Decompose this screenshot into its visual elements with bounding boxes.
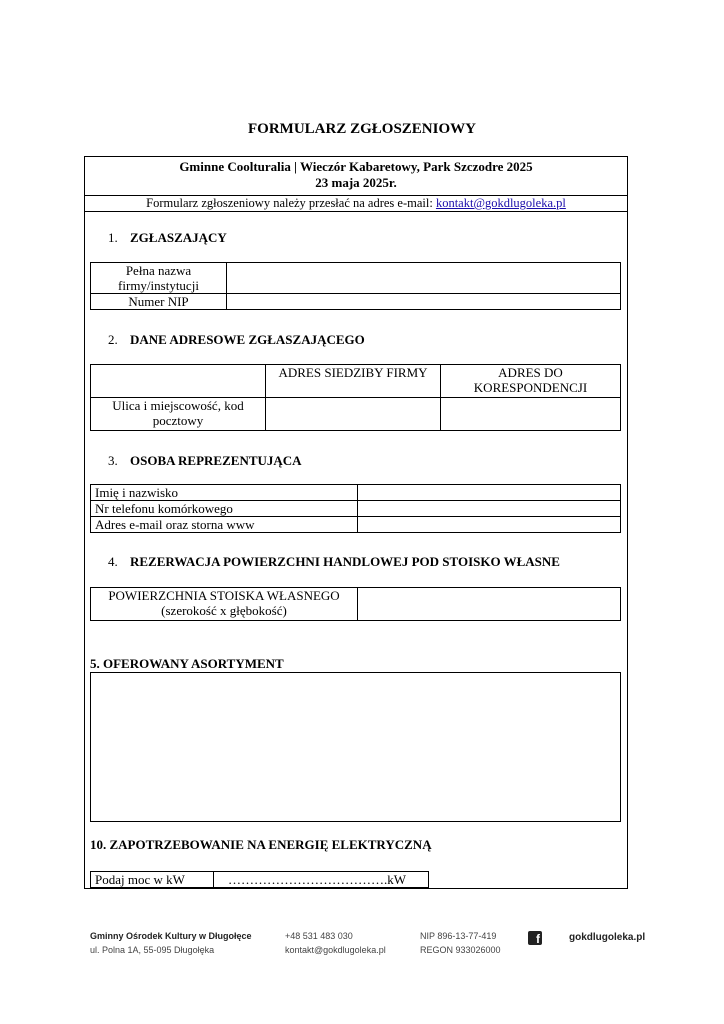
section-10-title: 10. ZAPOTRZEBOWANIE NA ENERGIĘ ELEKTRYCZNĄ	[90, 837, 432, 852]
org-nip: NIP 896-13-77-419	[420, 931, 497, 941]
event-name: Gminne Coolturalia | Wieczór Kabaretowy, Park Szczodre 2025	[179, 159, 533, 174]
org-name: Gminny Ośrodek Kultury w Długołęce	[90, 931, 252, 941]
address-table-corner	[91, 365, 266, 398]
company-name-label: Pełna nazwa firmy/instytucji	[91, 263, 227, 294]
org-regon: REGON 933026000	[420, 945, 501, 955]
send-info	[84, 196, 628, 212]
nip-field[interactable]	[227, 294, 621, 310]
table-row	[91, 517, 621, 533]
section-3-heading: 3. OSOBA REPREZENTUJĄCA	[108, 453, 302, 468]
email-www-label: Adres e-mail oraz storna www	[91, 517, 358, 533]
section-2-title: DANE ADRESOWE ZGŁASZAJĄCEGO	[130, 332, 365, 347]
form-title: FORMULARZ ZGŁOSZENIOWY	[248, 121, 476, 137]
section-5-title: 5. OFEROWANY ASORTYMENT	[90, 656, 284, 671]
table-row	[91, 588, 621, 621]
stand-table	[90, 587, 621, 621]
address-table	[90, 364, 621, 431]
power-label: Podaj moc w kW	[91, 872, 214, 888]
send-info-text: Formularz zgłoszeniowy należy przesłać na adres e-mail:	[146, 196, 436, 210]
full-name-label: Imię i nazwisko	[91, 485, 358, 501]
assortment-field[interactable]	[90, 672, 621, 822]
table-row	[91, 365, 621, 398]
applicant-table	[90, 262, 621, 310]
phone-field[interactable]	[358, 501, 621, 517]
org-address: ul. Polna 1A, 55-095 Długołęka	[90, 945, 215, 955]
event-date: 23 maja 2025r.	[315, 175, 397, 190]
section-4-title: REZERWACJA POWIERZCHNI HANDLOWEJ POD STOISKO WŁASNE	[130, 554, 560, 569]
stand-area-label: POWIERZCHNIA STOISKA WŁASNEGO (szerokość x głębokość)	[91, 588, 358, 621]
facebook-icon[interactable]: f	[528, 931, 542, 945]
table-row	[91, 294, 621, 310]
section-3-title: OSOBA REPREZENTUJĄCA	[130, 453, 302, 468]
table-row	[91, 501, 621, 517]
footer-org	[90, 929, 252, 957]
street-city-label: Ulica i miejscowość, kod pocztowy	[91, 398, 266, 431]
section-4-heading: 4. REZERWACJA POWIERZCHNI HANDLOWEJ POD STOISKO WŁASNE	[108, 554, 560, 569]
representative-table	[90, 484, 621, 533]
section-1-heading: 1. ZGŁASZAJĄCY	[108, 230, 227, 245]
event-header	[84, 156, 628, 196]
full-name-field[interactable]	[358, 485, 621, 501]
org-phone: +48 531 483 030	[285, 931, 353, 941]
footer-registry	[420, 929, 501, 957]
power-field[interactable]: ……………………………….kW	[214, 872, 429, 888]
table-row	[91, 872, 429, 888]
footer-contact	[285, 929, 386, 957]
org-email: kontakt@gokdlugoleka.pl	[285, 945, 386, 955]
correspondence-address-header: ADRES DO KORESPONDENCJI	[441, 365, 621, 398]
table-row	[91, 398, 621, 431]
correspondence-address-field[interactable]	[441, 398, 621, 431]
phone-label: Nr telefonu komórkowego	[91, 501, 358, 517]
power-table	[90, 871, 429, 888]
company-name-field[interactable]	[227, 263, 621, 294]
table-row	[91, 263, 621, 294]
contact-email-link[interactable]: kontakt@gokdlugoleka.pl	[435, 196, 566, 210]
company-address-header: ADRES SIEDZIBY FIRMY	[266, 365, 441, 398]
nip-label: Numer NIP	[91, 294, 227, 310]
website-link[interactable]: gokdlugoleka.pl	[569, 932, 646, 943]
stand-area-field[interactable]	[358, 588, 621, 621]
section-1-title: ZGŁASZAJĄCY	[130, 230, 227, 245]
email-www-field[interactable]	[358, 517, 621, 533]
company-address-field[interactable]	[266, 398, 441, 431]
table-row	[91, 485, 621, 501]
section-2-heading: 2. DANE ADRESOWE ZGŁASZAJĄCEGO	[108, 332, 365, 347]
